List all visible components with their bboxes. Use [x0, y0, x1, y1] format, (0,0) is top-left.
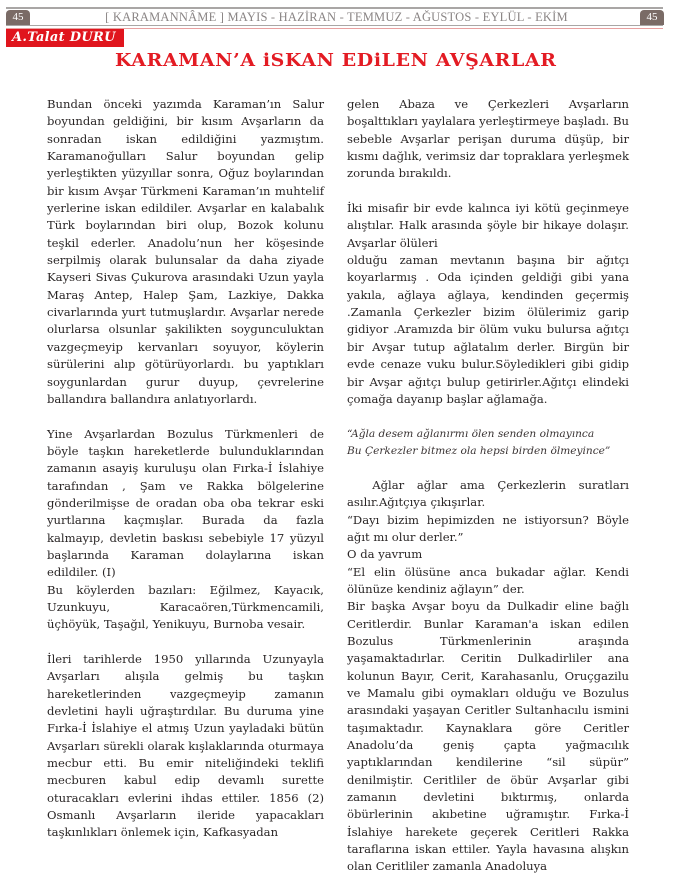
running-title: [ KARAMANNÂME ] MAYIS - HAZİRAN - TEMMUZ - AĞUSTOS - EYLÜL - EKİM: [105, 10, 568, 24]
poem-line: “Ağla desem ağlanırmı ölen senden olmayınca: [347, 427, 595, 440]
paragraph: Bir başka Avşar boyu da Dulkadir eline bağlı Ceritlerdir. Bunlar Karaman'a iskan edilen Bozulus Türkmenlerinin araşında yaşamaktadırlar. Ceritin Dulkadirliler ana kolunun Bayır, Cerit, Karahasanlu, Oruçgazilu ve Mamalu gibi oymakları olduğu ve Bozulus arasındaki yaşayan Ceritler Sultanhacılu ismini taşımaktadır. Kaynaklara göre Ceritler Anadolu’da geniş çapta yağmacılık yaptıklarından kendilerine “sil süpür” denilmiştir. Ceritliler de öbür Avşarlar gibi zamanın devletini bıktırmış, onlarda öbürlerinin akıbetine uğramıştır. Fırka-İ İslahiye harekete geçerek Ceritleri Rakka taraflarına iskan ettiler. Yayla havasına alışkın olan Ceritliler zamanla Anadoluya: [347, 599, 629, 874]
paragraph: gelen Abaza ve Çerkezleri Avşarların boşalttıkları yaylalara yerleştirmeye başladı. Bu sebeble Avşarlar perişan duruma düşüp, bir kısmı dağlık, verimsiz dar topraklara yerleşmek zorunda bırakıldı.: [347, 97, 629, 181]
paragraph: Ağlar ağlar ama Çerkezlerin suratları asılır.Ağıtçıya çıkışırlar.: [347, 477, 633, 510]
paragraph: “El elin ölüsüne anca bukadar ağlar. Kendi ölünüze kendiniz ağlayın” der.: [347, 564, 629, 596]
page-number-left: 45: [6, 10, 30, 25]
paragraph: Yine Avşarlardan Bozulus Türkmenleri de böyle taşkın hareketlerde bulunduklarından zamanın asayiş kuruluşu olan Fırka-İ İslahiye tarafından , Şam ve Rakka bölgelerine gönderilmişse de oradan oba oba tekrar eski yurtlarına kaçmışlar. Burada da fazla kalmayıp, devletin baskısı sebebiyle 17 yüzyıl başlarında Karaman dolaylarına iskan edildiler. (I): [47, 426, 324, 580]
author-tag: A.Talat DURU: [6, 29, 124, 47]
header-top-rule: [6, 7, 663, 9]
article-title: KARAMAN’A iSKAN EDiLEN AVŞARLAR: [114, 51, 557, 71]
paragraph: İleri tarihlerde 1950 yıllarında Uzunyayla Avşarları alışıla gelmiş bu taşkın hareketlerinden vazgeçmeyip zamanın devletini hayli uğraştırdılar. Bu duruma yine Fırka-İ İslahiye el atmış Uzun yayladaki bütün Avşarları sürekli olarak kışlaklarında oturmaya mecbur etti. Bu emir niteliğindeki teklifi mecburen kabul edip devamlı surette oturacakları evlerini ihdas ettiler. 1856 (2) Osmanlı Avşarların ileride yapacakları taşkınlıkları önlemek için, Kafkasyadan: [47, 652, 324, 840]
page-number-right: 45: [640, 10, 664, 25]
poem-quote: [347, 426, 629, 460]
paragraph: “Dayı bizim hepimizden ne istiyorsun? Böyle ağıt mı olur derler.”: [347, 512, 629, 544]
running-header: [0, 0, 673, 28]
header-bottom-rule: [6, 25, 663, 26]
paragraph: İki misafir bir evde kalınca iyi kötü geçinmeye alıştılar. Halk arasında şöyle bir hikaye dolaşır. Avşarlar ölüleri: [347, 201, 629, 250]
paragraph: O da yavrum: [347, 547, 423, 562]
left-column: [47, 96, 324, 842]
right-column: [347, 96, 633, 876]
poem-line: Bu Çerkezler bitmez ola hepsi birden ölmeyince”: [347, 444, 611, 457]
paragraph: Bu köylerden bazıları: Eğilmez, Kayacık, Uzunkuyu, Karacaören,Türkmencamili, üçhöyük, Taşağıl, Yenikuyu, Burnoba vesair.: [47, 582, 324, 632]
paragraph: olduğu zaman mevtanın başına bir ağıtçı koyarlarmış . Oda içinden geldiği gibi yana yakıla, ağlaya ağlaya, kendinden geçermiş .Zamanla Çerkezler bizim ölülerimiz garip gidiyor .Aramızda bir ölüm vuku bulursa ağıtçı bir Avşar tutup ağlatalım derler. Birgün bir evde cenaze vuku bulur.Söyledikleri gibi gidip bir Avşar ağıtçı bulup getirirler.Ağıtçı elindeki çomağa dayanıp başlar ağlamağa.: [347, 253, 629, 406]
paragraph: Bundan önceki yazımda Karaman’ın Salur boyundan geldiğini, bir kısım Avşarların da sonradan iskan edildiğini yazmıştım. Karamanoğulları Salur boyundan gelip yerleştikten yüzyıllar sonra, Oğuz boylarından bir kısım Avşar Türkmeni Karaman’ın muhtelif yerlerine iskan edildiler. Avşarlar en kalabalık Türk boylarından biri olup, Bozok kolunu teşkil ederler. Anadolu’nun her köşesinde serpilmiş olarak bulunsalar da daha ziyade Kayseri Sivas Çukurova arasındaki Uzun yayla Maraş Antep, Halep Şam, Lazkiye, Dakka civarlarında yurt tutmuşlardır. Avşarlar nerede olurlarsa olsunlar şakilikten soygunculuktan vazgeçmeyip kervanları soyuyor, köylerin sürülerini alıp götürüyorlardı. bu yaptıkları soygunlardan gurur duyup, çevrelerine ballandıra ballandıra anlatıyorlardı.: [47, 97, 324, 406]
